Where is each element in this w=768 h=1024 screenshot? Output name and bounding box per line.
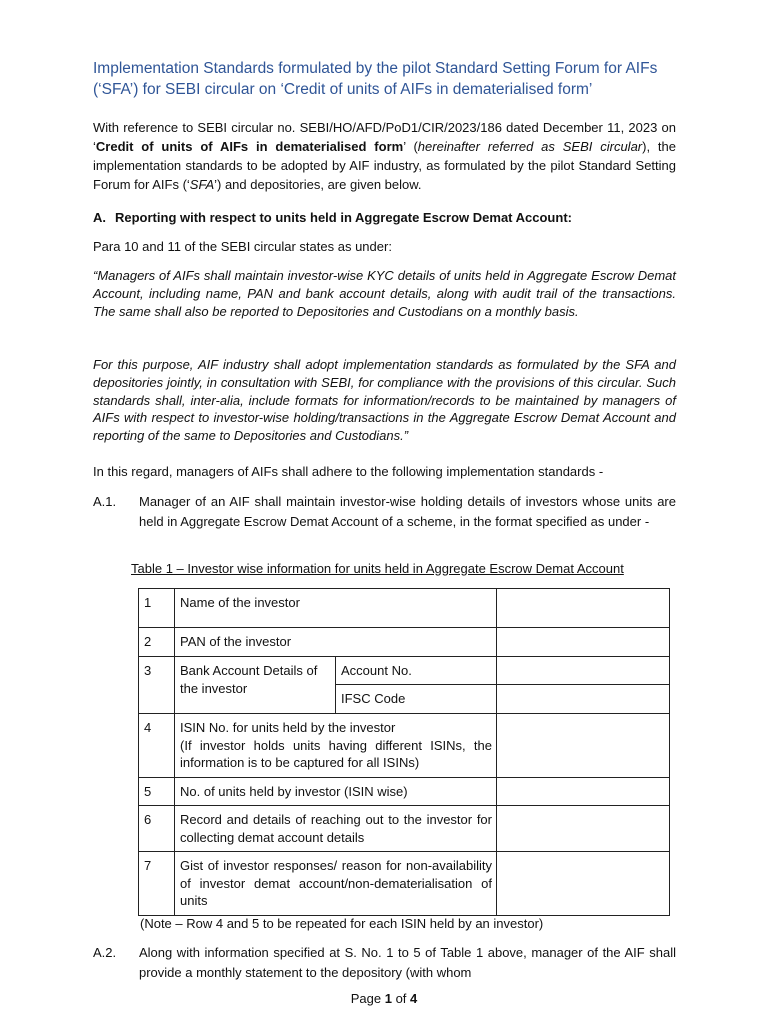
section-a-label: A. [93,210,106,225]
intro-paragraph [93,118,676,194]
table-row [139,657,670,685]
a2-number: A.2. [93,945,117,960]
row-label [175,714,497,778]
value-cell [497,852,670,916]
row-label: Name of the investor [175,589,497,628]
page-prefix: Page [350,991,385,1006]
a1-text: Manager of an AIF shall maintain investor-wise holding details of investors whose units are held in Aggregate Escrow Demat Account of a scheme, in the format specified as under - [139,494,676,529]
regard-paragraph: In this regard, managers of AIFs shall adhere to the following implementation standards - [93,464,604,479]
row-number: 6 [139,806,175,852]
table-row [139,628,670,657]
current-page-number: 1 [384,991,392,1006]
row-label: PAN of the investor [175,628,497,657]
section-a-title: Reporting with respect to units held in Aggregate Escrow Demat Account: [115,210,572,225]
value-cell [497,714,670,778]
value-cell [497,685,670,714]
row-number: 3 [139,657,175,714]
circular-quote-1: “Managers of AIFs shall maintain investor-wise KYC details of units held in Aggregate Escrow Demat Account, including name, PAN and bank account details, along with audit trail of the transactions. The same shall also be reported to Depositories and Custodians on a monthly basis. [93,268,676,319]
row-label: Bank Account Details of the investor [175,657,336,714]
circular-quote-2: For this purpose, AIF industry shall adopt implementation standards as formulated by the SFA and depositories jointly, in consultation with SEBI, for compliance with the provisions of this circular. Such standards shall, inter-alia, include formats for information/records to be maintained by managers of AIFs with respect to investor-wise holding/transactions in the Aggregate Escrow Demat Account and reporting of the same to Depositories and Custodians.” [93,357,676,444]
a1-number: A.1. [93,494,117,509]
row-number: 5 [139,778,175,806]
value-cell [497,778,670,806]
total-pages: 4 [410,991,418,1006]
intro-text-4: ’) and depositories, are given below. [214,177,422,192]
row-text: Record and details of reaching out to the investor for collecting demat account details [180,812,492,845]
table-1-caption: Table 1 – Investor wise information for units held in Aggregate Escrow Demat Account [131,561,624,576]
investor-info-table [138,588,670,916]
intro-text-2: ’ ( [403,139,418,154]
row-number: 4 [139,714,175,778]
a2-text: Along with information specified at S. No. 1 to 5 of Table 1 above, manager of the AIF shall provide a monthly statement to the depository (with whom [139,945,676,980]
document-title: Implementation Standards formulated by the pilot Standard Setting Forum for AIFs (‘SFA’) for SEBI circular on ‘Credit of units of AIFs in dematerialised form’ [93,60,658,98]
circular-title-bold: Credit of units of AIFs in dematerialised form [95,139,404,154]
row-label [175,852,497,916]
row-number: 7 [139,852,175,916]
page-of: of [391,991,411,1006]
intro-text-3: ), the implementation standards to be adopted by AIF industry, as formulated by the pilot Standard Setting Forum for AIFs (‘ [93,139,677,192]
value-cell [497,628,670,657]
table-row [139,778,670,806]
sfa-italic: SFA [189,177,215,192]
row-number: 1 [139,589,175,628]
table-row [139,589,670,628]
hereinafter-italic: hereinafter referred as SEBI circular [417,139,643,154]
row-label [175,806,497,852]
row-number: 2 [139,628,175,657]
value-cell [497,806,670,852]
isin-line-1: ISIN No. for units held by the investor [180,720,396,735]
account-no-label: Account No. [336,657,497,685]
row-label: No. of units held by investor (ISIN wise) [175,778,497,806]
table-row [139,714,670,778]
ifsc-code-label: IFSC Code [336,685,497,714]
page-footer [0,989,768,1008]
table-row [139,852,670,916]
value-cell [497,657,670,685]
row-text: Gist of investor responses/ reason for non-availability of investor demat account/non-dematerialisation of units [180,858,492,908]
value-cell [497,589,670,628]
table-note: (Note – Row 4 and 5 to be repeated for each ISIN held by an investor) [140,916,544,931]
isin-line-2: (If investor holds units having different ISINs, the information is to be captured for all ISINs) [180,737,492,770]
section-a-heading [93,208,683,227]
table-row [139,806,670,852]
para-intro: Para 10 and 11 of the SEBI circular states as under: [93,239,392,254]
intro-text-1: With reference to SEBI circular no. SEBI/HO/AFD/PoD1/CIR/2023/186 dated December 11, 2023 on ‘ [93,120,676,154]
